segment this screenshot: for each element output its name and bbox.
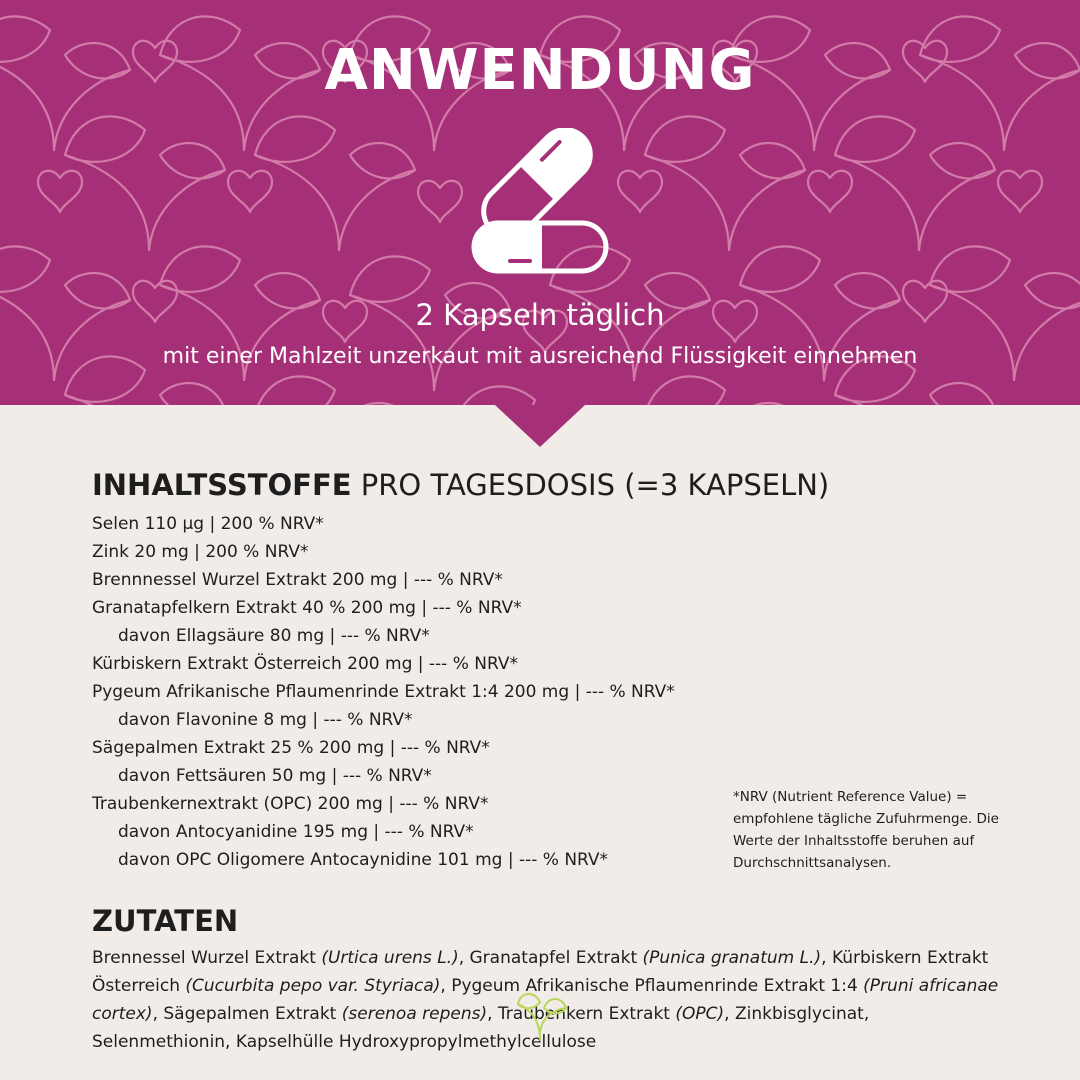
ingredient-item: davon Fettsäuren 50 mg | --- % NRV* [118,766,432,786]
zutaten-segment: , Zinkbisglycinat, Selenmethionin, Kapselhülle Hydroxypropylmethylcellulose [92,1004,870,1052]
ingredient-item: davon OPC Oligomere Antocaynidine 101 mg | --- % NRV* [118,850,609,870]
ingredients-heading-bold: INHALTSSTOFFE [92,468,352,502]
ingredient-item: Granatapfelkern Extrakt 40 % 200 mg | --- % NRV* [92,598,522,618]
latin-name: (Punica granatum L.) [642,948,822,968]
latin-name: (serenoa repens) [341,1004,488,1024]
dose-instructions: mit einer Mahlzeit unzerkaut mit ausreichend Flüssigkeit einnehmen [162,344,918,369]
ingredient-item: Brennnessel Wurzel Extrakt 200 mg | --- % NRV* [92,570,503,590]
ingredient-item: davon Antocyanidine 195 mg | --- % NRV* [118,822,474,842]
latin-name: (Pruni africanae cortex) [92,976,999,1024]
nrv-note: *NRV (Nutrient Reference Value) = empfohlene tägliche Zufuhrmenge. Die Werte der Inhaltsstoffe beruhen auf Durchschnittsanalysen. [733,789,999,871]
dose-main: 2 Kapseln täglich [415,298,665,332]
zutaten-heading: ZUTATEN [92,904,239,938]
latin-name: (Urtica urens L.) [321,948,459,968]
ingredient-item: Traubenkernextrakt (OPC) 200 mg | --- % NRV* [92,794,489,814]
latin-name: (Cucurbita pepo var. Styriaca) [185,976,441,996]
ingredient-item: Pygeum Afrikanische Pflaumenrinde Extrakt 1:4 200 mg | --- % NRV* [92,682,675,702]
zutaten-segment: Brennessel Wurzel Extrakt [92,948,322,968]
page-title: ANWENDUNG [324,38,756,103]
ingredient-item: Zink 20 mg | 200 % NRV* [92,542,309,562]
header-pointer [495,405,585,447]
capsule-icon [462,128,612,278]
ingredient-item: Sägepalmen Extrakt 25 % 200 mg | --- % NRV* [92,738,490,758]
leaf-icon [510,982,570,1042]
zutaten-segment: , Pygeum Afrikanische Pflaumenrinde Extrakt 1:4 [440,976,864,996]
zutaten-segment: , Sägepalmen Extrakt [152,1004,342,1024]
ingredient-item: davon Flavonine 8 mg | --- % NRV* [118,710,413,730]
ingredient-item: davon Ellagsäure 80 mg | --- % NRV* [118,626,430,646]
header-section [0,0,1080,405]
zutaten-segment: , Granatapfel Extrakt [458,948,643,968]
ingredients-heading [92,468,1012,502]
ingredients-heading-rest: PRO TAGESDOSIS (=3 KAPSELN) [351,468,830,502]
ingredient-item: Kürbiskern Extrakt Österreich 200 mg | --- % NRV* [92,654,518,674]
zutaten-segment: , Traubenkern Extrakt [487,1004,676,1024]
zutaten-segment: , Kürbiskern Extrakt Österreich [92,948,989,996]
ingredient-item: Selen 110 µg | 200 % NRV* [92,514,324,534]
latin-name: (OPC) [675,1004,725,1024]
